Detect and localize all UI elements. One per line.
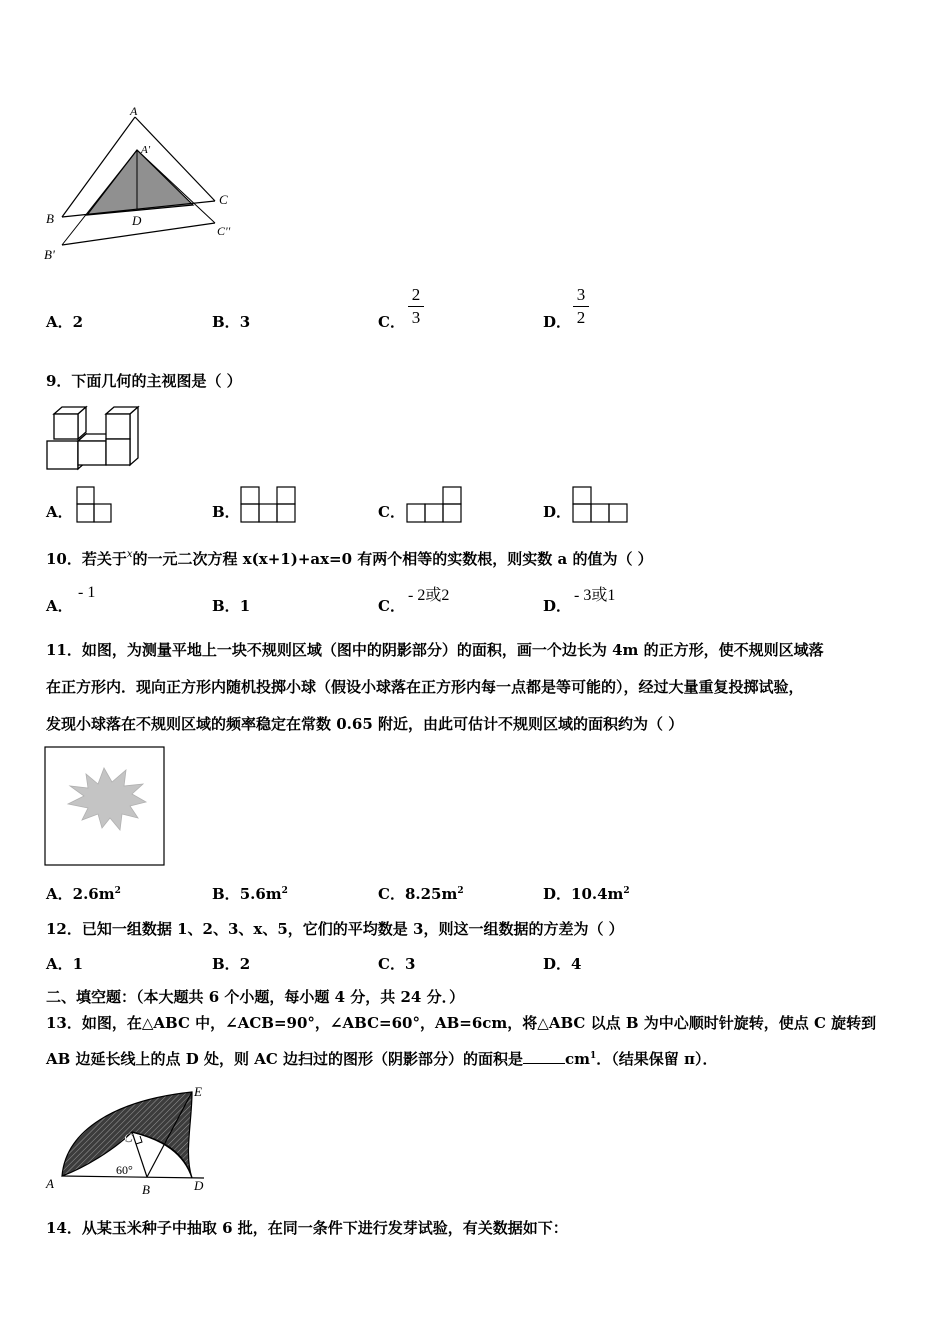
q11-option-c-letter: C． <box>378 885 405 903</box>
q10-option-b-letter: B． <box>212 597 240 615</box>
q13-label-e: E <box>194 1084 202 1099</box>
q9-option-d-letter: D． <box>543 503 572 521</box>
q8-label-bprime: B' <box>44 247 55 262</box>
q11-stem <box>46 632 906 743</box>
q11-stem-line-3: 发现小球落在不规则区域的频率稳定在常数 0.65 附近，由此可估计不规则区域的面积约为（ ） <box>46 715 684 733</box>
q9-solid-figure <box>44 404 142 474</box>
q13-line-ad <box>62 1176 204 1178</box>
q12-option-d-value: 4 <box>571 955 582 973</box>
q10-option-d[interactable] <box>543 595 571 616</box>
q12-option-c-letter: C． <box>378 955 405 973</box>
q8-label-b: B <box>46 211 54 226</box>
q9-option-d[interactable] <box>543 501 571 522</box>
q11-option-d[interactable] <box>543 883 630 904</box>
q12-option-c-value: 3 <box>404 955 416 973</box>
q11-option-c-value: 8.25m <box>404 885 458 903</box>
q10-stem <box>46 548 653 569</box>
q8-option-c-numerator: 2 <box>411 285 421 304</box>
q13-line2-sup: 1 <box>590 1051 597 1061</box>
q10-stem-suffix: 的一元二次方程 x(x+1)+ax=0 有两个相等的实数根，则实数 a 的值为（ ） <box>132 550 653 568</box>
q11-option-d-letter: D． <box>543 885 572 903</box>
q8-option-d-numerator: 3 <box>576 285 586 304</box>
q8-option-a-value: 2 <box>72 313 84 331</box>
q8-option-d-fraction <box>573 286 589 327</box>
q10-option-b-value: 1 <box>239 597 251 615</box>
q13-rotation-figure <box>44 1082 212 1198</box>
q13-label-b: B <box>142 1182 150 1197</box>
q8-option-b-letter: B． <box>212 313 240 331</box>
q8-label-d: D <box>132 213 142 228</box>
q11-square-figure <box>44 746 166 868</box>
q8-option-c-letter: C． <box>378 313 405 331</box>
q13-right-angle-mark <box>136 1136 142 1144</box>
q9-option-a[interactable] <box>46 501 73 522</box>
q10-option-d-value: - 3或1 <box>574 587 616 604</box>
q12-option-a-letter: A． <box>46 955 73 973</box>
q12-option-b-letter: B． <box>212 955 240 973</box>
q13-line2-text: AB 边延长线上的点 D 处，则 AC 边扫过的图形（阴影部分）的面积是 <box>46 1050 524 1068</box>
q11-option-a[interactable] <box>46 883 121 904</box>
q12-option-b-value: 2 <box>239 955 251 973</box>
q8-triangle-figure <box>40 105 250 265</box>
q12-option-b[interactable] <box>212 953 250 974</box>
q13-line-bc <box>132 1132 147 1177</box>
q10-option-d-letter: D． <box>543 597 572 615</box>
q11-option-a-value: 2.6m <box>72 885 115 903</box>
q10-option-a[interactable] <box>46 595 73 616</box>
q10-option-c[interactable] <box>378 595 405 616</box>
q8-option-d-letter: D． <box>543 313 572 331</box>
q8-label-aprime: A' <box>141 144 151 156</box>
q8-label-cprime: C'' <box>217 224 231 238</box>
q13-answer-blank[interactable] <box>523 1049 565 1064</box>
q11-option-b[interactable] <box>212 883 288 904</box>
q12-option-c[interactable] <box>378 953 415 974</box>
q13-line2-unit: cm <box>565 1050 591 1068</box>
q10-stem-variable: x <box>126 549 133 560</box>
q8-option-d-denominator: 2 <box>576 308 586 327</box>
q11-option-a-sup: 2 <box>114 886 121 896</box>
q11-option-b-sup: 2 <box>281 886 288 896</box>
q8-option-a[interactable] <box>46 311 83 332</box>
q12-option-d-letter: D． <box>543 955 572 973</box>
q12-option-a[interactable] <box>46 953 83 974</box>
q9-option-b[interactable] <box>212 501 240 522</box>
q13-label-d: D <box>194 1178 204 1193</box>
q10-option-b[interactable] <box>212 595 250 616</box>
q9-option-c-letter: C． <box>378 503 405 521</box>
q11-option-d-value: 10.4m <box>571 885 624 903</box>
section-heading-fill-blank: 二、填空题：（本大题共 6 个小题，每小题 4 分，共 24 分．） <box>46 988 465 1006</box>
q13-stem-line-1: 13．如图，在△ABC 中，∠ACB=90°，∠ABC=60°，AB=6cm，将△ABC 以点 B 为中心顺时针旋转，使点 C 旋转到 <box>46 1014 877 1032</box>
q9-option-b-view <box>239 485 297 525</box>
q13-line2-tail: ．（结果保留 π）． <box>596 1050 718 1068</box>
q9-option-d-view <box>571 485 629 525</box>
q8-option-c[interactable] <box>378 311 405 332</box>
q9-option-a-letter: A． <box>46 503 73 521</box>
q12-stem: 12．已知一组数据 1、2、3、x、5，它们的平均数是 3，则这一组数据的方差为（ ） <box>46 920 624 938</box>
q8-label-c: C <box>219 192 228 207</box>
q9-option-b-letter: B． <box>212 503 240 521</box>
q11-stem-line-1: 11．如图，为测量平地上一块不规则区域（图中的阴影部分）的面积，画一个边长为 4m 的正方形，使不规则区域落 <box>46 641 824 659</box>
q10-option-c-letter: C． <box>378 597 405 615</box>
q8-option-d[interactable] <box>543 311 571 332</box>
q13-label-c: C <box>124 1130 133 1145</box>
q10-option-a-letter: A． <box>46 597 73 615</box>
q11-option-b-letter: B． <box>212 885 240 903</box>
q8-option-c-fraction <box>408 286 424 327</box>
q11-option-c[interactable] <box>378 883 464 904</box>
q13-stem-line-2 <box>46 1048 718 1069</box>
q13-label-a: A <box>46 1176 54 1191</box>
q10-stem-prefix: 10．若关于 <box>46 550 127 568</box>
q8-option-c-denominator: 3 <box>411 308 421 327</box>
q8-option-b[interactable] <box>212 311 250 332</box>
q12-option-d[interactable] <box>543 953 581 974</box>
q9-option-a-view <box>76 485 114 525</box>
q13-label-60deg: 60° <box>116 1163 133 1177</box>
q9-option-c-view <box>405 485 463 525</box>
q8-option-b-value: 3 <box>239 313 251 331</box>
q8-label-a: A <box>130 105 138 118</box>
q11-option-a-letter: A． <box>46 885 73 903</box>
q9-stem: 9．下面几何的主视图是（ ） <box>46 372 242 390</box>
q10-option-a-value: - 1 <box>78 584 96 601</box>
q11-option-b-value: 5.6m <box>239 885 282 903</box>
q9-option-c[interactable] <box>378 501 405 522</box>
q11-option-c-sup: 2 <box>457 886 464 896</box>
q14-stem: 14．从某玉米种子中抽取 6 批，在同一条件下进行发芽试验，有关数据如下： <box>46 1219 568 1237</box>
q11-stem-line-2: 在正方形内．现向正方形内随机投掷小球（假设小球落在正方形内每一点都是等可能的），经过大量重复投掷试验， <box>46 678 804 696</box>
q11-option-d-sup: 2 <box>623 886 630 896</box>
q12-option-a-value: 1 <box>72 955 84 973</box>
q8-option-a-letter: A． <box>46 313 73 331</box>
q10-option-c-value: - 2或2 <box>408 587 450 604</box>
